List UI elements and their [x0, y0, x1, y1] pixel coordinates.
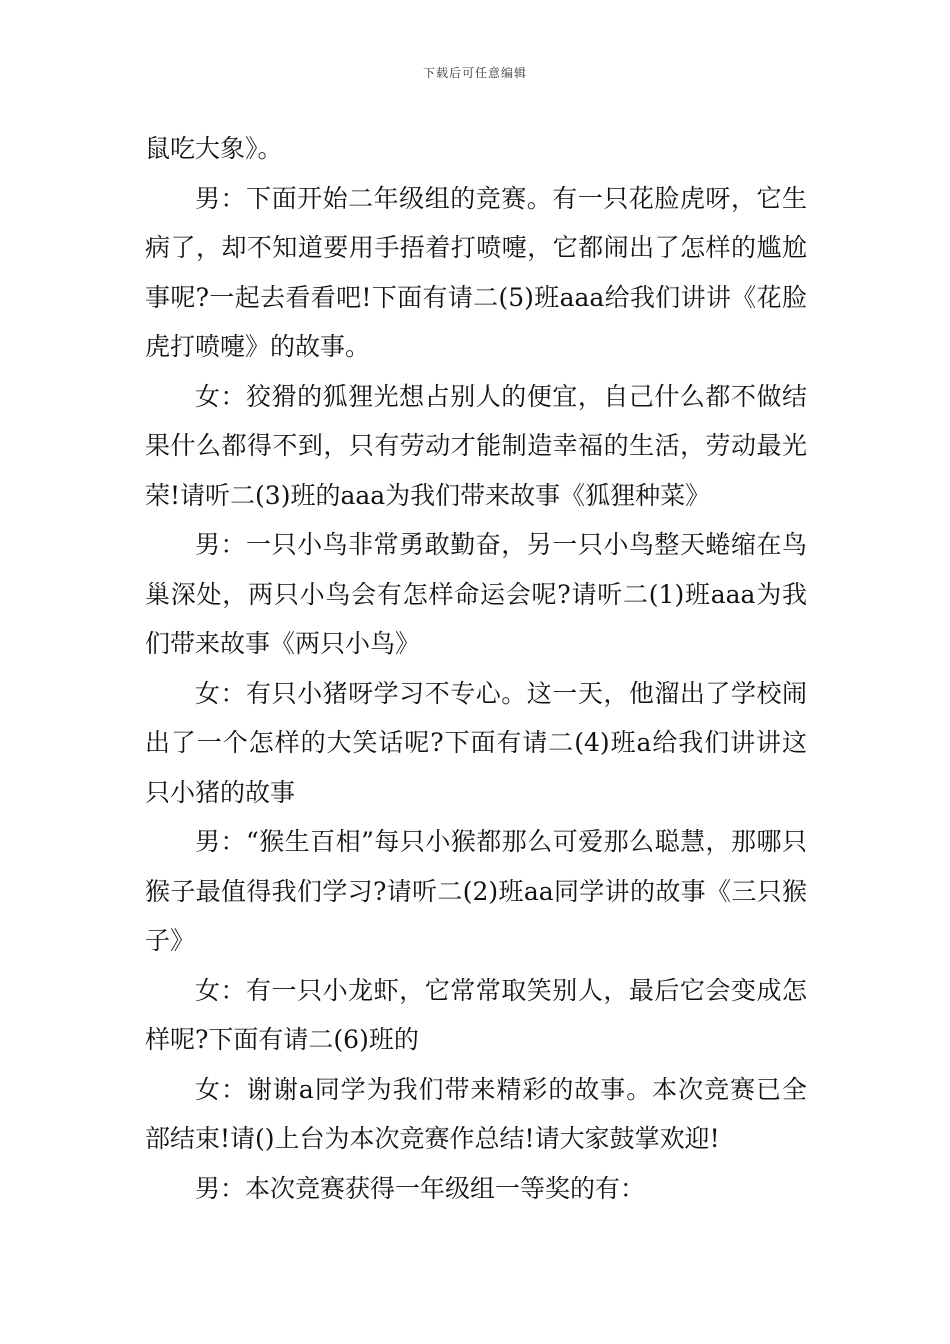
paragraph-continuation: 鼠吃大象》。 — [145, 134, 283, 163]
paragraph-xiaozhu: 女：有只小猪呀学习不专心。这一天，他溜出了学校闹出了一个怎样的大笑话呢?下面有请二(4)班a给我们讲讲这只小猪的故事 — [145, 678, 807, 807]
page-header: 下载后可任意编辑 — [422, 66, 527, 80]
paragraph-xiaolongxia: 女：有一只小龙虾，它常常取笑别人，最后它会变成怎样呢?下面有请二(6)班的 — [145, 975, 807, 1054]
document-body — [145, 124, 807, 1213]
paragraph-hulizhongcai: 女：狡猾的狐狸光想占别人的便宜，自己什么都不做结果什么都得不到，只有劳动才能制造幸福的生活，劳动最光荣!请听二(3)班的aaa为我们带来故事《狐狸种菜》 — [145, 381, 807, 510]
paragraph-liangzhixiaoniao: 男：一只小鸟非常勇敢勤奋，另一只小鸟整天蜷缩在鸟巢深处，两只小鸟会有怎样命运会呢?请听二(1)班aaa为我们带来故事《两只小鸟》 — [145, 530, 807, 658]
paragraph-thanks: 女：谢谢a同学为我们带来精彩的故事。本次竞赛已全部结束!请()上台为本次竞赛作总结!请大家鼓掌欢迎! — [145, 1074, 807, 1153]
paragraph-awards: 男：本次竞赛获得一年级组一等奖的有： — [195, 1173, 646, 1203]
paragraph-sanzhihouzi: 男：“猴生百相”每只小猴都那么可爱那么聪慧，那哪只猴子最值得我们学习?请听二(2)班aa同学讲的故事《三只猴子》 — [145, 827, 807, 955]
paragraph-huaxianhu: 男：下面开始二年级组的竞赛。有一只花脸虎呀，它生病了，却不知道要用手捂着打喷嚏，它都闹出了怎样的尴尬事呢?一起去看看吧!下面有请二(5)班aaa给我们讲讲《花脸虎打喷嚏》的故事。 — [145, 183, 807, 361]
